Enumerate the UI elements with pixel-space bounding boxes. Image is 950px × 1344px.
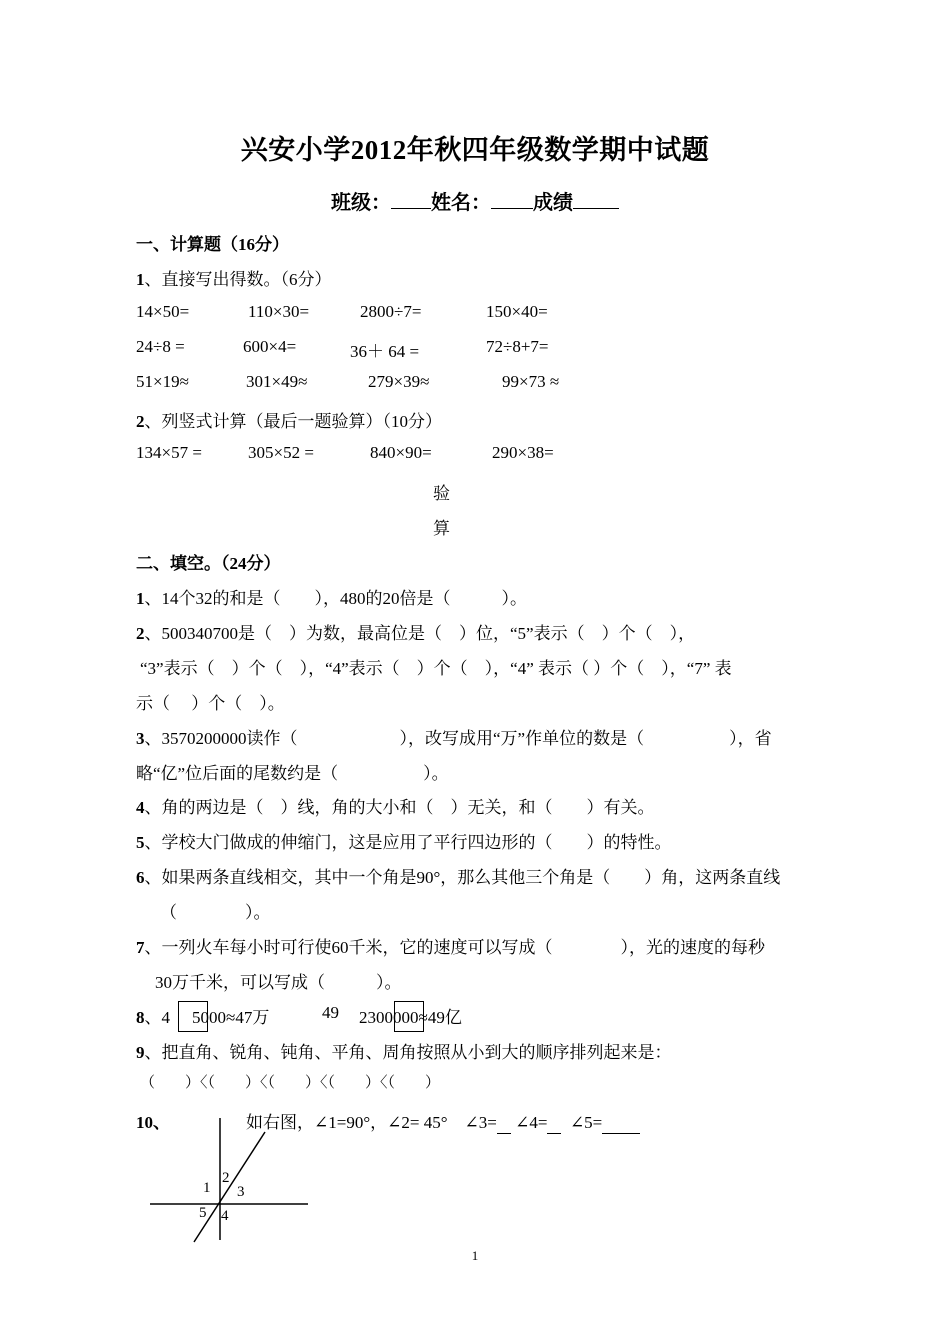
name-blank bbox=[491, 192, 533, 209]
fill-item-7-line2: 30万千米，可以写成（ ）。 bbox=[155, 973, 402, 992]
fill-item-1: 1、14个32的和是（ ），480的20倍是（ ）。 bbox=[136, 589, 527, 608]
angle-label: 3 bbox=[237, 1184, 245, 1200]
fill-item-2-line2: “3”表示（ ）个（ ），“4”表示（ ）个（ ），“4” 表示（ ）个（ ），“7” 表 bbox=[140, 659, 732, 678]
fill-item-9-line2: （ ）〈（ ）〈（ ）〈（ ）〈（ ） bbox=[140, 1075, 441, 1091]
fill-item-6-line2: （ ）。 bbox=[160, 903, 271, 922]
fill-item-9: 9、把直角、锐角、钝角、平角、周角按照从小到大的顺序排列起来是： bbox=[136, 1043, 672, 1062]
score-blank bbox=[573, 192, 619, 209]
calc-cell: 600×4= bbox=[243, 337, 297, 356]
calc-cell: 99×73 ≈ bbox=[502, 372, 560, 391]
fill-item-8-d: 2300000≈49亿 bbox=[359, 1008, 462, 1027]
fill-item-10-num: 10、 bbox=[136, 1113, 170, 1132]
fill-item-5: 5、学校大门做成的伸缩门，这是应用了平行四边形的（ ）的特性。 bbox=[136, 833, 672, 852]
angle-label: 2 bbox=[222, 1170, 230, 1186]
calc-cell: 2800÷7= bbox=[360, 302, 422, 321]
calc-cell: 24÷8 = bbox=[136, 337, 185, 356]
fill-item-6: 6、如果两条直线相交，其中一个角是90°，那么其他三个角是（ ）角，这两条直线 bbox=[136, 868, 781, 887]
class-blank bbox=[391, 192, 431, 209]
fill-item-8-c: 49 bbox=[322, 1003, 339, 1022]
calc-cell: 279×39≈ bbox=[368, 372, 430, 391]
angle-label: 4 bbox=[221, 1208, 229, 1224]
class-label: 班级： bbox=[331, 192, 391, 214]
fill-item-8-a: 8、4 bbox=[136, 1008, 170, 1027]
calc-cell: 36＋ 64 = bbox=[350, 342, 420, 361]
fill-item-3-line2: 略“亿”位后面的尾数约是（ ）。 bbox=[136, 764, 449, 783]
vertical-calc-cell: 840×90= bbox=[370, 443, 432, 462]
fill-item-4: 4、角的两边是（ ）线，角的大小和（ ）无关，和（ ）有关。 bbox=[136, 798, 655, 817]
section1-heading: 一、计算题（16分） bbox=[136, 235, 289, 254]
verify-char: 算 bbox=[433, 519, 450, 538]
score-label: 成绩 bbox=[533, 192, 573, 214]
fill-item-10-text: 如右图，∠1=90°，∠2= 45° ∠3= ∠4= ∠5= bbox=[246, 1108, 640, 1134]
calc-cell: 301×49≈ bbox=[246, 372, 308, 391]
page-title: 兴安小学2012年秋四年级数学期中试题 bbox=[240, 135, 710, 165]
verify-char: 验 bbox=[433, 484, 450, 503]
vertical-calc-cell: 305×52 = bbox=[248, 443, 314, 462]
angle-label: 5 bbox=[199, 1205, 207, 1221]
name-label: 姓名： bbox=[431, 192, 491, 214]
fill-item-2: 2、500340700是（ ）为数，最高位是（ ）位，“5”表示（ ）个（ ）， bbox=[136, 624, 696, 643]
angle-label: 1 bbox=[203, 1180, 211, 1196]
page-number: 1 bbox=[471, 1248, 479, 1263]
fill-item-7: 7、一列火车每小时可行使60千米，它的速度可以写成（ ），光的速度的每秒 bbox=[136, 938, 765, 957]
fill-item-2-line3: 示（ ）个（ ）。 bbox=[136, 694, 285, 713]
vertical-calc-cell: 134×57 = bbox=[136, 443, 202, 462]
q2-line: 2、列竖式计算（最后一题验算）（10分） bbox=[136, 412, 442, 431]
calc-cell: 110×30= bbox=[248, 302, 310, 321]
calc-cell: 150×40= bbox=[486, 302, 548, 321]
calc-cell: 51×19≈ bbox=[136, 372, 189, 391]
student-info bbox=[0, 186, 950, 215]
angle-figure bbox=[140, 1110, 320, 1246]
q1-line: 1、直接写出得数。（6分） bbox=[136, 270, 332, 289]
calc-cell: 14×50= bbox=[136, 302, 190, 321]
vertical-calc-cell: 290×38= bbox=[492, 443, 554, 462]
fill-item-8-b: 5000≈47万 bbox=[192, 1008, 270, 1027]
fill-item-3: 3、3570200000读作（ ），改写成用“万”作单位的数是（ ），省 bbox=[136, 729, 772, 748]
section2-heading: 二、填空。（24分） bbox=[136, 554, 281, 573]
calc-cell: 72÷8+7= bbox=[486, 337, 549, 356]
